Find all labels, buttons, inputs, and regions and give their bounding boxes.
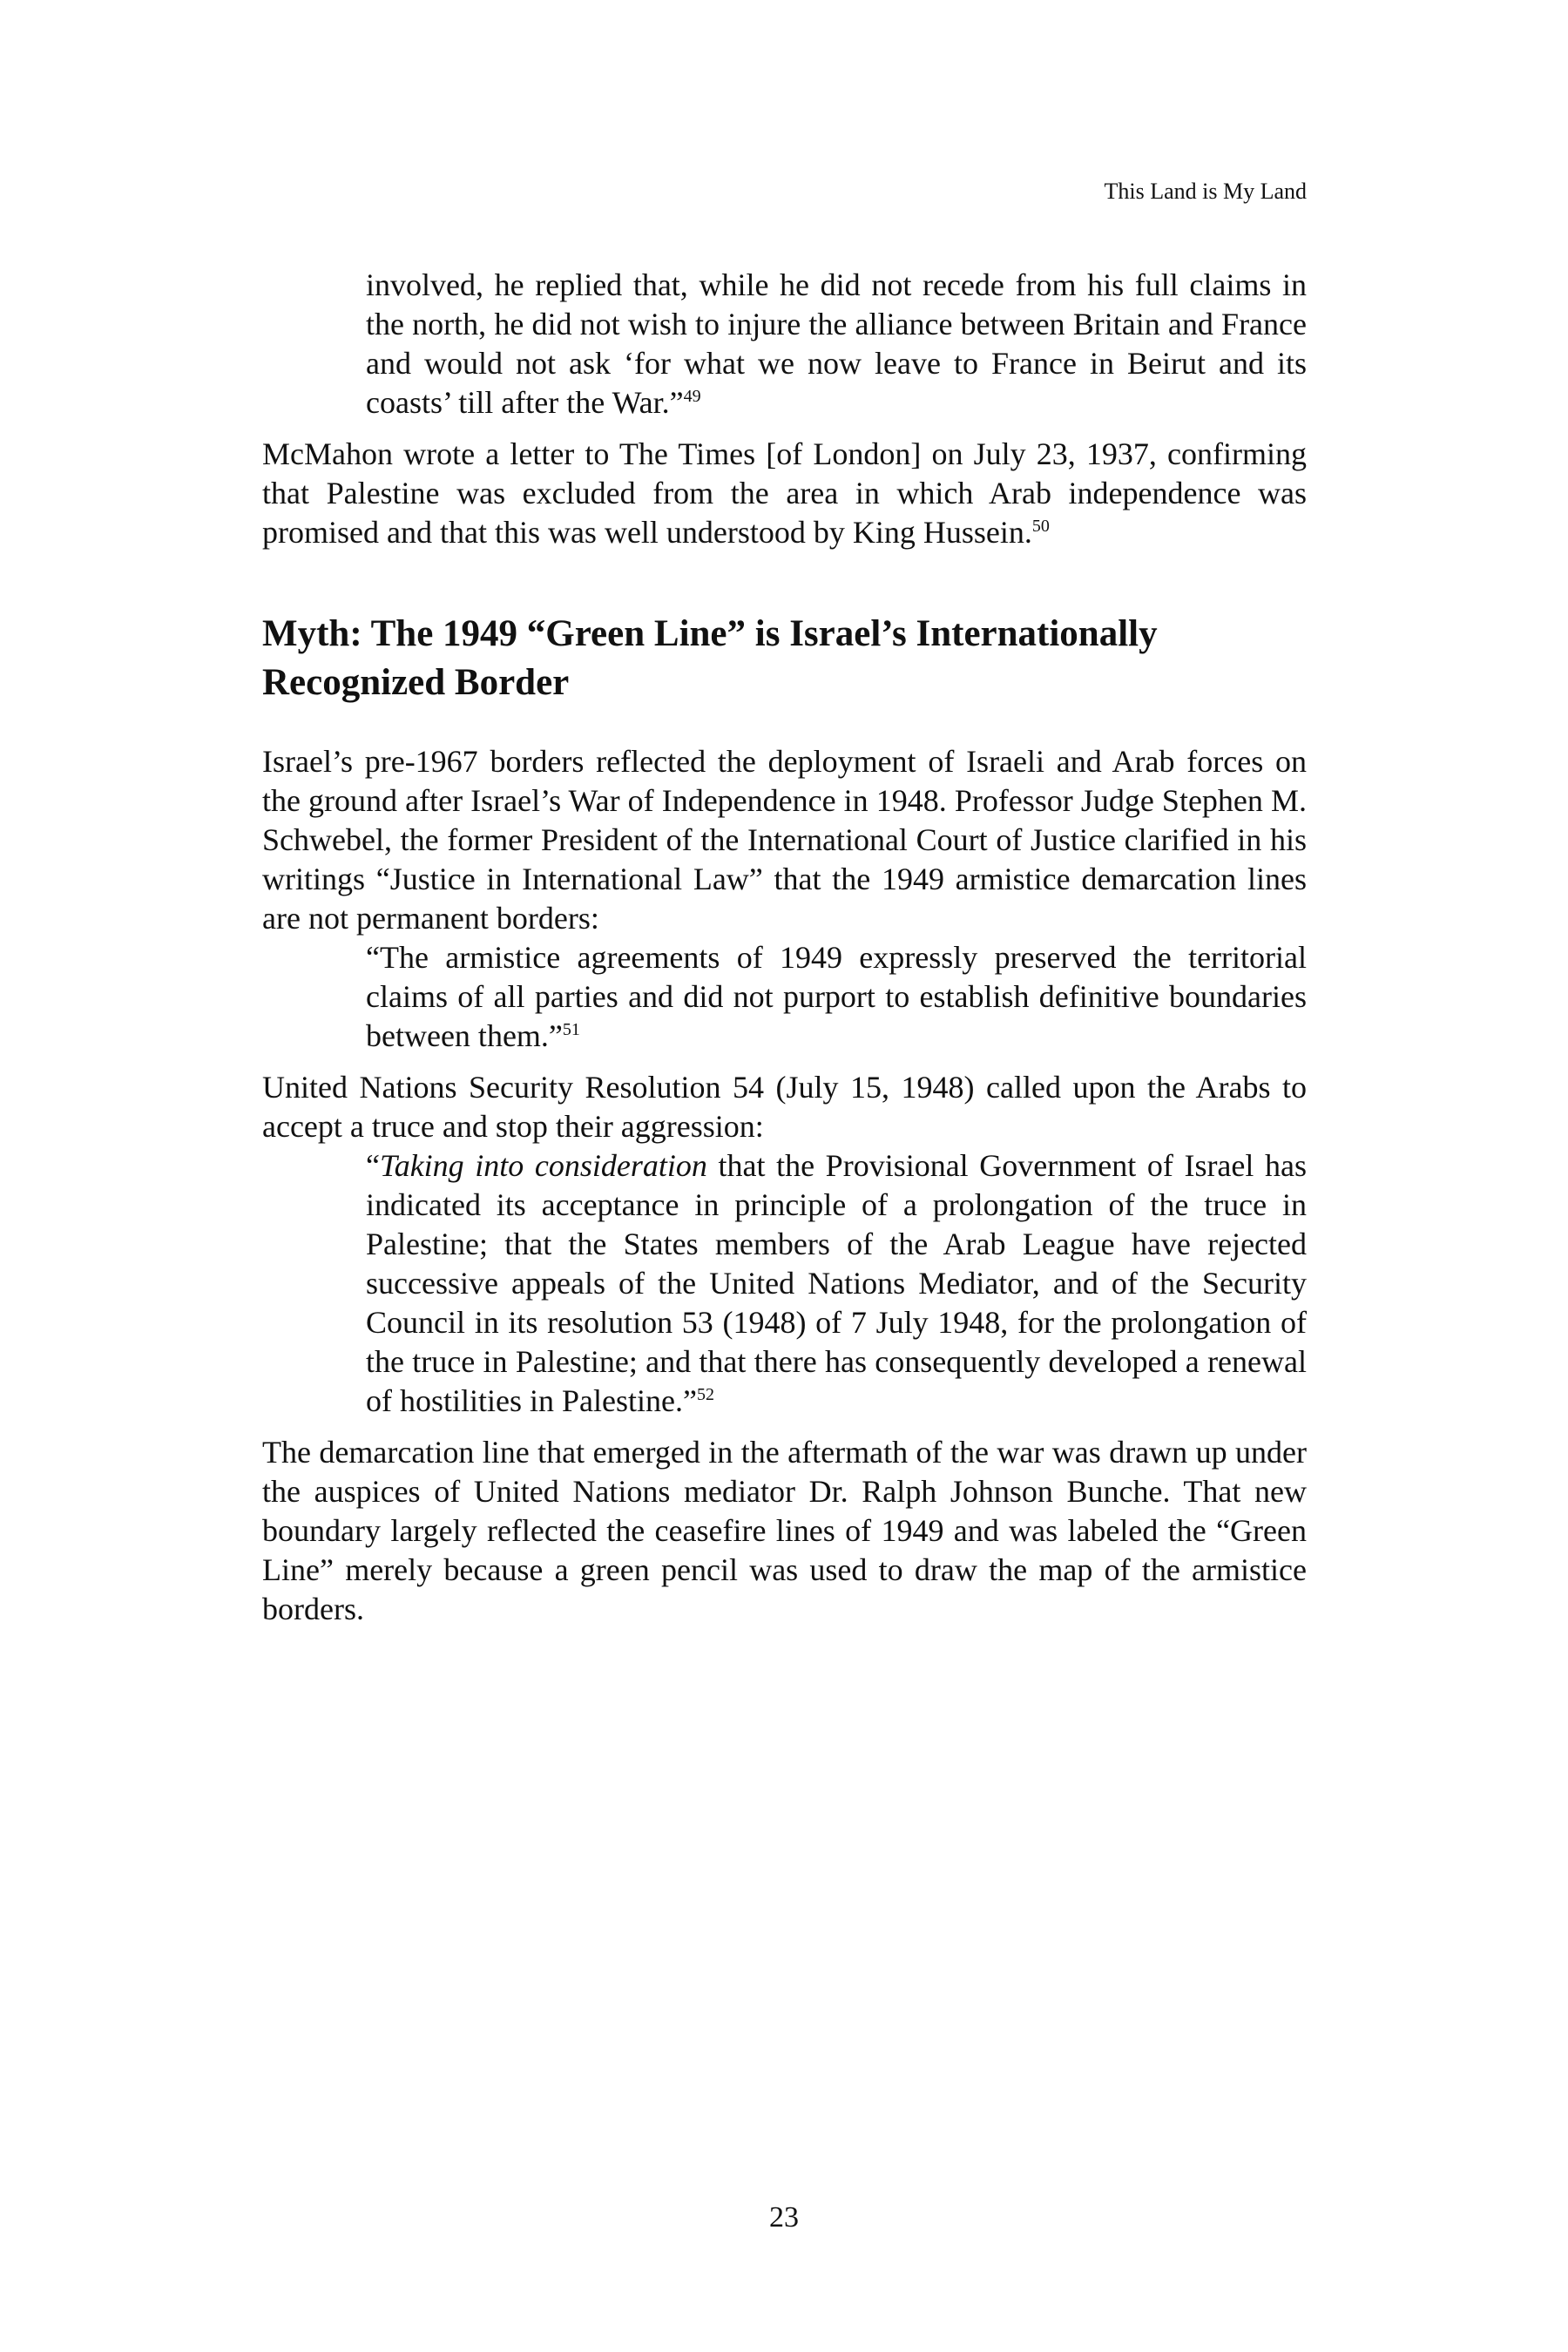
paragraph-text: McMahon wrote a letter to The Times [of London] on July 23, 1937, confirming that Palestine was excluded from the area in which Arab independence was promised and that this was well understood by King Hussein. (262, 436, 1307, 550)
footnote-marker-50: 50 (1031, 517, 1050, 536)
quote-open-mark: “ (366, 1148, 380, 1183)
block-quote-mcmahon (366, 266, 1307, 422)
page-content (262, 266, 1307, 1629)
block-quote-schwebel (366, 938, 1307, 1056)
footnote-marker-51: 51 (562, 1020, 580, 1039)
quote-text: involved, he replied that, while he did not recede from his full claims in the north, he did not wish to injure the alliance between Britain and France and would not ask ‘for what we now leave to France in Beirut and its coasts’ till after the War.” (366, 267, 1307, 420)
quote-text: that the Provisional Government of Israel has indicated its acceptance in principle of a prolongation of the truce in Palestine; that the States members of the Arab League have rejected successive appeals of the United Nations Mediator, and of the Security Council in its resolution 53 (1948) of 7 July 1948, for the prolongation of the truce in Palestine; and that there has consequently developed a renewal of hostilities in Palestine.” (366, 1148, 1307, 1418)
quote-italic-phrase: Taking into consideration (379, 1148, 707, 1183)
running-head: This Land is My Land (1104, 179, 1307, 204)
section-heading: Myth: The 1949 “Green Line” is Israel’s Internationally Recognized Border (262, 613, 1158, 703)
quote-text: “The armistice agreements of 1949 expressly preserved the territorial claims of all parties and did not purport to establish definitive boundaries between them.” (366, 940, 1307, 1053)
paragraph-resolution-54: United Nations Security Resolution 54 (July 15, 1948) called upon the Arabs to accept a truce and stop their aggression: (262, 1070, 1307, 1144)
paragraph-mcmahon-letter (262, 435, 1307, 552)
paragraph-pre-1967-borders: Israel’s pre-1967 borders reflected the deployment of Israeli and Arab forces on the ground after Israel’s War of Independence in 1948. Professor Judge Stephen M. Schwebel, the former President of the International Court of Justice clarified in his writings “Justice in International Law” that the 1949 armistice demarcation lines are not permanent borders: (262, 744, 1307, 936)
page-number: 23 (769, 2201, 799, 2234)
footnote-marker-52: 52 (696, 1385, 714, 1404)
footnote-marker-49: 49 (683, 387, 701, 406)
paragraph-demarcation-line: The demarcation line that emerged in the aftermath of the war was drawn up under the auspices of United Nations mediator Dr. Ralph Johnson Bunche. That new boundary largely reflected the ceasefire lines of 1949 and was labeled the “Green Line” merely because a green pencil was used to draw the map of the armistice borders. (262, 1435, 1307, 1626)
block-quote-resolution (366, 1146, 1307, 1421)
